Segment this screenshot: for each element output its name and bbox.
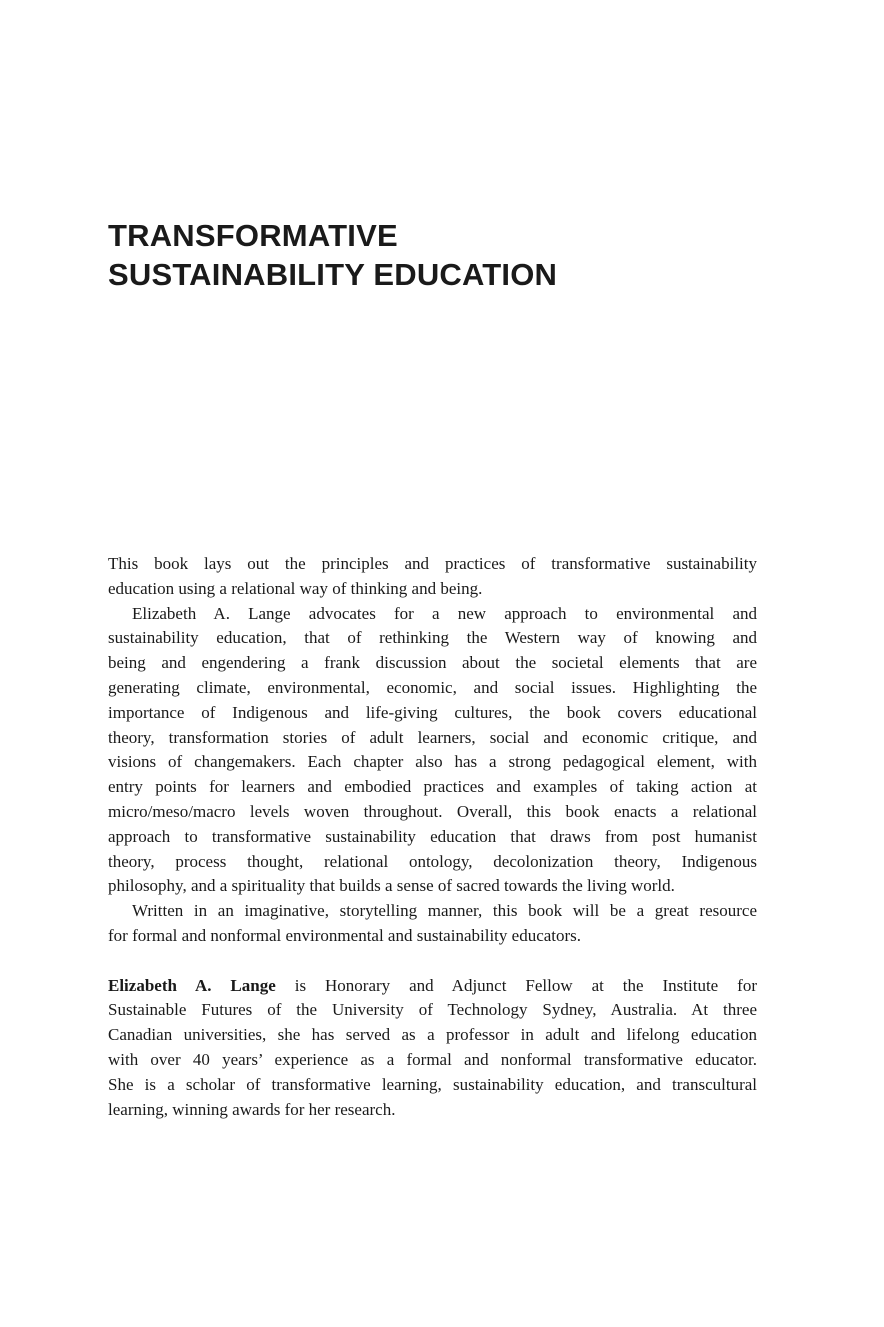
text-line: education using a relational way of thinking and being. <box>108 578 483 598</box>
book-title <box>108 216 557 294</box>
text-line <box>108 974 757 999</box>
text-line: Sustainable Futures of the University of Technology Sydney, Australia. At three <box>108 1000 757 1020</box>
text-line: visions of changemakers. Each chapter also has a strong pedagogical element, with <box>108 752 757 772</box>
text-line: She is a scholar of transformative learning, sustainability education, and transcultural <box>108 1074 757 1094</box>
text-line: importance of Indigenous and life-giving cultures, the book covers educational <box>108 702 757 722</box>
paragraph-gap <box>108 949 757 974</box>
text-line: theory, process thought, relational ontology, decolonization theory, Indigenous <box>108 851 757 871</box>
text-line: with over 40 years’ experience as a formal and nonformal transformative educator. <box>108 1049 757 1069</box>
text-line: micro/meso/macro levels woven throughout. Overall, this book enacts a relational <box>108 801 757 821</box>
author-bio <box>108 974 757 1123</box>
text-line: Written in an imaginative, storytelling manner, this book will be a great resource <box>132 901 757 921</box>
text-line: entry points for learners and embodied practices and examples of taking action at <box>108 777 757 797</box>
bio-text: is Honorary and Adjunct Fellow at the Institute for <box>275 975 757 995</box>
book-description <box>108 552 757 1122</box>
text-line: philosophy, and a spirituality that builds a sense of sacred towards the living world. <box>108 876 675 896</box>
text-line: Canadian universities, she has served as a professor in adult and lifelong education <box>108 1025 757 1045</box>
description-paragraph-1 <box>108 552 757 602</box>
text-line: being and engendering a frank discussion about the societal elements that are <box>108 653 757 673</box>
title-line: SUSTAINABILITY EDUCATION <box>108 257 558 292</box>
text-line: This book lays out the principles and practices of transformative sustainability <box>108 554 757 573</box>
text-line: theory, transformation stories of adult learners, social and economic critique, and <box>108 727 757 747</box>
text-line: sustainability education, that of rethinking the Western way of knowing and <box>108 628 757 648</box>
text-line: approach to transformative sustainability education that draws from post humanist <box>108 826 757 846</box>
text-line: for formal and nonformal environmental and sustainability educators. <box>108 925 582 945</box>
description-paragraph-3 <box>108 899 757 949</box>
text-line: learning, winning awards for her research. <box>108 1099 396 1119</box>
text-line: generating climate, environmental, economic, and social issues. Highlighting the <box>108 677 757 697</box>
author-name: Elizabeth A. Lange <box>108 975 276 995</box>
title-line: TRANSFORMATIVE <box>108 218 398 253</box>
description-paragraph-2 <box>108 602 757 900</box>
text-line: Elizabeth A. Lange advocates for a new approach to environmental and <box>132 603 757 623</box>
